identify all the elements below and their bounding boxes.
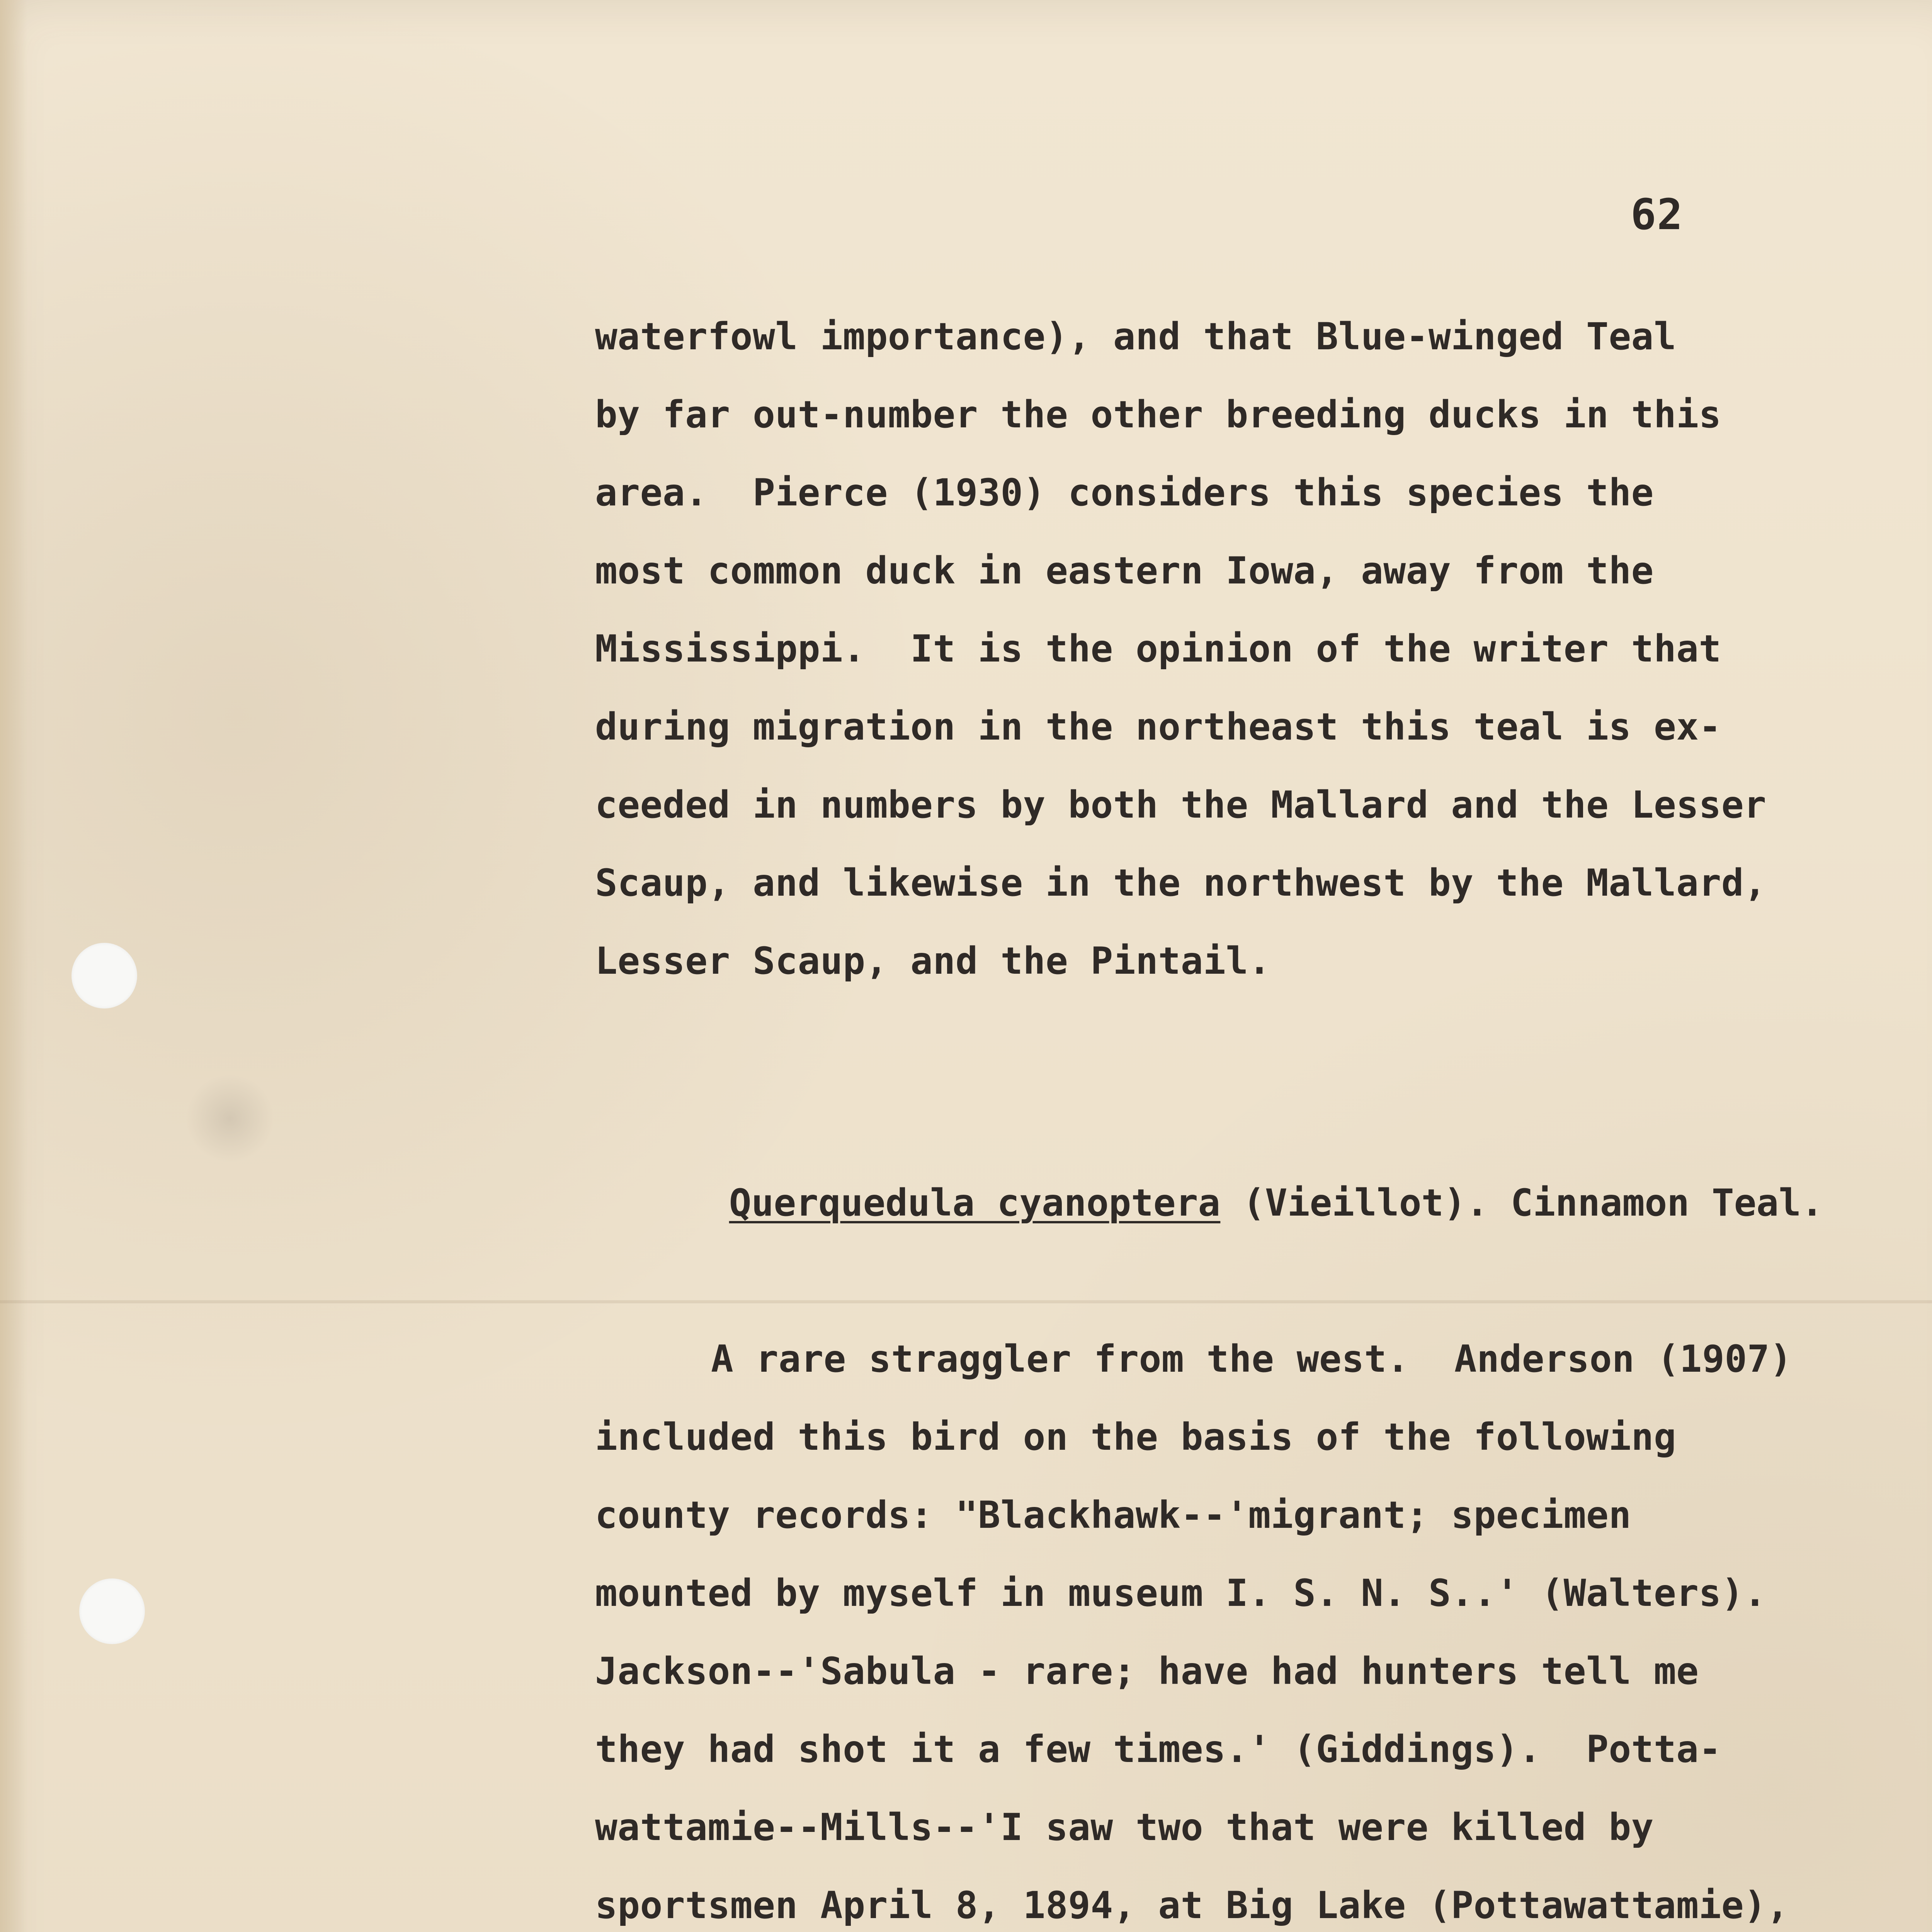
text-line: Lesser Scaup, and the Pintail. — [595, 939, 1271, 983]
section-cinnamon-teal — [595, 1086, 1824, 1932]
text-line: sportsmen April 8, 1894, at Big Lake (Pottawattamie), — [595, 1884, 1789, 1927]
text-line: included this bird on the basis of the following — [595, 1415, 1677, 1459]
text-line: area. Pierce (1930) considers this species the — [595, 471, 1654, 514]
species-scientific-name: Querquedula cyanoptera — [729, 1181, 1221, 1225]
text-line: during migration in the northeast this teal is ex- — [595, 705, 1721, 748]
paper-edge-shadow — [0, 0, 27, 1932]
text-line: waterfowl importance), and that Blue-winged Teal — [595, 315, 1677, 358]
paper-smudge — [185, 1074, 274, 1163]
text-line: they had shot it a few times.' (Giddings). Potta- — [595, 1728, 1721, 1771]
text-line: most common duck in eastern Iowa, away from the — [595, 549, 1654, 592]
text-line: wattamie--Mills--'I saw two that were killed by — [595, 1806, 1654, 1849]
species-heading — [595, 1086, 1824, 1320]
species-authority-common-name: (Vieillot). Cinnamon Teal. — [1220, 1181, 1823, 1225]
paragraph-blue-winged-teal — [595, 298, 1824, 1000]
text-line: A rare straggler from the west. Anderson (1907) — [711, 1337, 1793, 1381]
text-line: by far out-number the other breeding ducks in this — [595, 393, 1721, 436]
page-number: 62 — [1631, 190, 1684, 239]
punch-hole-lower — [79, 1578, 145, 1644]
text-line: Jackson--'Sabula - rare; have had hunters tell me — [595, 1650, 1699, 1693]
text-line: county records: "Blackhawk--'migrant; specimen — [595, 1493, 1631, 1537]
text-line: Scaup, and likewise in the northwest by the Mallard, — [595, 861, 1767, 905]
text-line: ceeded in numbers by both the Mallard and the Lesser — [595, 783, 1767, 827]
text-line: mounted by myself in museum I. S. N. S..' (Walters). — [595, 1571, 1767, 1615]
text-line: Mississippi. It is the opinion of the writer that — [595, 627, 1721, 670]
punch-hole-upper — [71, 943, 137, 1009]
